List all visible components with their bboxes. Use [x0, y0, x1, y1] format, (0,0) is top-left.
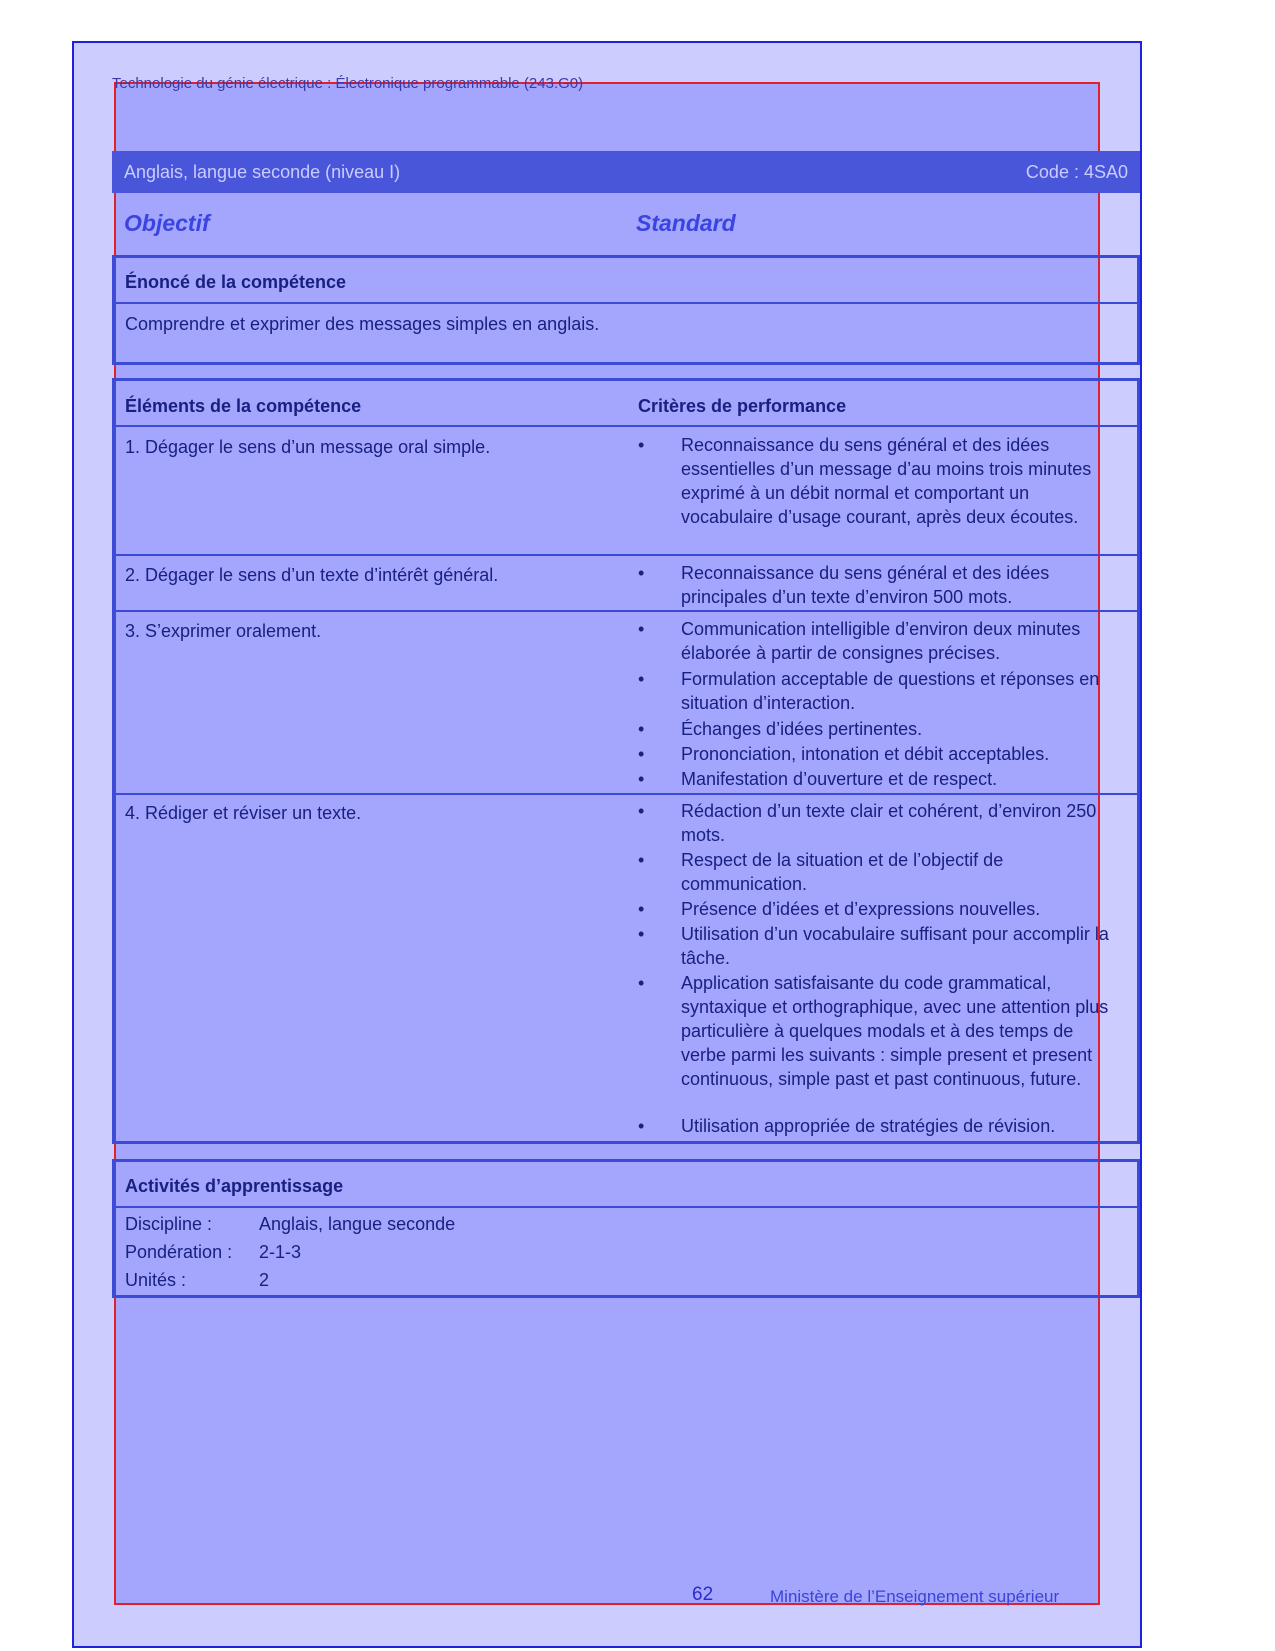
course-title-bar [112, 151, 1140, 193]
activity-value: 2-1-3 [259, 1242, 302, 1262]
criterion-text: Formulation acceptable de questions et réponses en situation d’interaction. [681, 669, 1100, 713]
activities-box [112, 1159, 1140, 1298]
criterion-text: Manifestation d’ouverture et de respect. [681, 769, 998, 789]
elements-heading: Éléments de la compétence [125, 396, 362, 416]
bullet-icon: • [638, 563, 645, 583]
course-title: Anglais, langue seconde (niveau I) [124, 162, 401, 182]
element-2: 2. Dégager le sens d’un texte d’intérêt général. [125, 565, 499, 585]
bullet-icon: • [638, 619, 645, 639]
element-1: 1. Dégager le sens d’un message oral simple. [125, 437, 491, 457]
bullet-icon: • [638, 801, 645, 821]
page-number: 62 [692, 1584, 714, 1605]
bullet-icon: • [638, 973, 645, 993]
criterion-text: Utilisation appropriée de stratégies de révision. [681, 1116, 1056, 1136]
activity-value: 2 [259, 1270, 270, 1290]
elements-box [112, 378, 1140, 1144]
bullet-icon: • [638, 669, 645, 689]
criterion-text: Présence d’idées et d’expressions nouvelles. [681, 899, 1041, 919]
criterion-text: Reconnaissance du sens général et des idées essentielles d’un message d’au moins trois minutes exprimé à un débit normal et comportant un vocabulaire d’usage courant, après deux écoutes. [681, 435, 1092, 527]
bullet-icon: • [638, 744, 645, 764]
bullet-icon: • [638, 719, 645, 739]
criterion-text: Prononciation, intonation et débit acceptables. [681, 744, 1050, 764]
competence-box [112, 255, 1140, 365]
activity-label: Discipline : [125, 1214, 213, 1234]
criterion-text: Communication intelligible d’environ deux minutes élaborée à partir de consignes précises. [681, 619, 1081, 663]
objective-heading: Objectif [124, 210, 210, 236]
bullet-icon: • [638, 899, 645, 919]
criterion-text: Rédaction d’un texte clair et cohérent, d’environ 250 mots. [681, 801, 1097, 845]
bullet-icon: • [638, 435, 645, 455]
course-code: Code : 4SA0 [1025, 162, 1128, 182]
bullet-icon: • [638, 850, 645, 870]
bullet-icon: • [638, 1116, 645, 1136]
competence-text: Comprendre et exprimer des messages simples en anglais. [125, 314, 600, 334]
element-4: 4. Rédiger et réviser un texte. [125, 803, 362, 823]
criterion-text: Application satisfaisante du code grammatical, syntaxique et orthographique, avec une attention plus particulière à quelques modals et à des temps de verbe parmi les suivants : simple present et present continuous, simple past et past continuous, future. [681, 973, 1109, 1089]
activity-label: Pondération : [125, 1242, 233, 1262]
ministry-footer: Ministère de l’Enseignement supérieur [770, 1587, 1060, 1606]
bullet-icon: • [638, 769, 645, 789]
competence-heading: Énoncé de la compétence [125, 272, 347, 292]
criteria-heading: Critères de performance [638, 396, 847, 416]
activity-label: Unités : [125, 1270, 187, 1290]
running-header: Technologie du génie électrique : Électronique programmable (243.G0) [112, 75, 584, 92]
criterion-text: Reconnaissance du sens général et des idées principales d’un texte d’environ 500 mots. [681, 563, 1050, 607]
activities-heading: Activités d’apprentissage [125, 1176, 344, 1196]
criterion-text: Échanges d’idées pertinentes. [681, 719, 923, 739]
criterion-text: Utilisation d’un vocabulaire suffisant pour accomplir la tâche. [681, 924, 1109, 968]
element-3: 3. S’exprimer oralement. [125, 621, 322, 641]
bullet-icon: • [638, 924, 645, 944]
activity-value: Anglais, langue seconde [259, 1214, 456, 1234]
criterion-text: Respect de la situation et de l’objectif de communication. [681, 850, 1004, 894]
standard-heading: Standard [636, 210, 736, 236]
